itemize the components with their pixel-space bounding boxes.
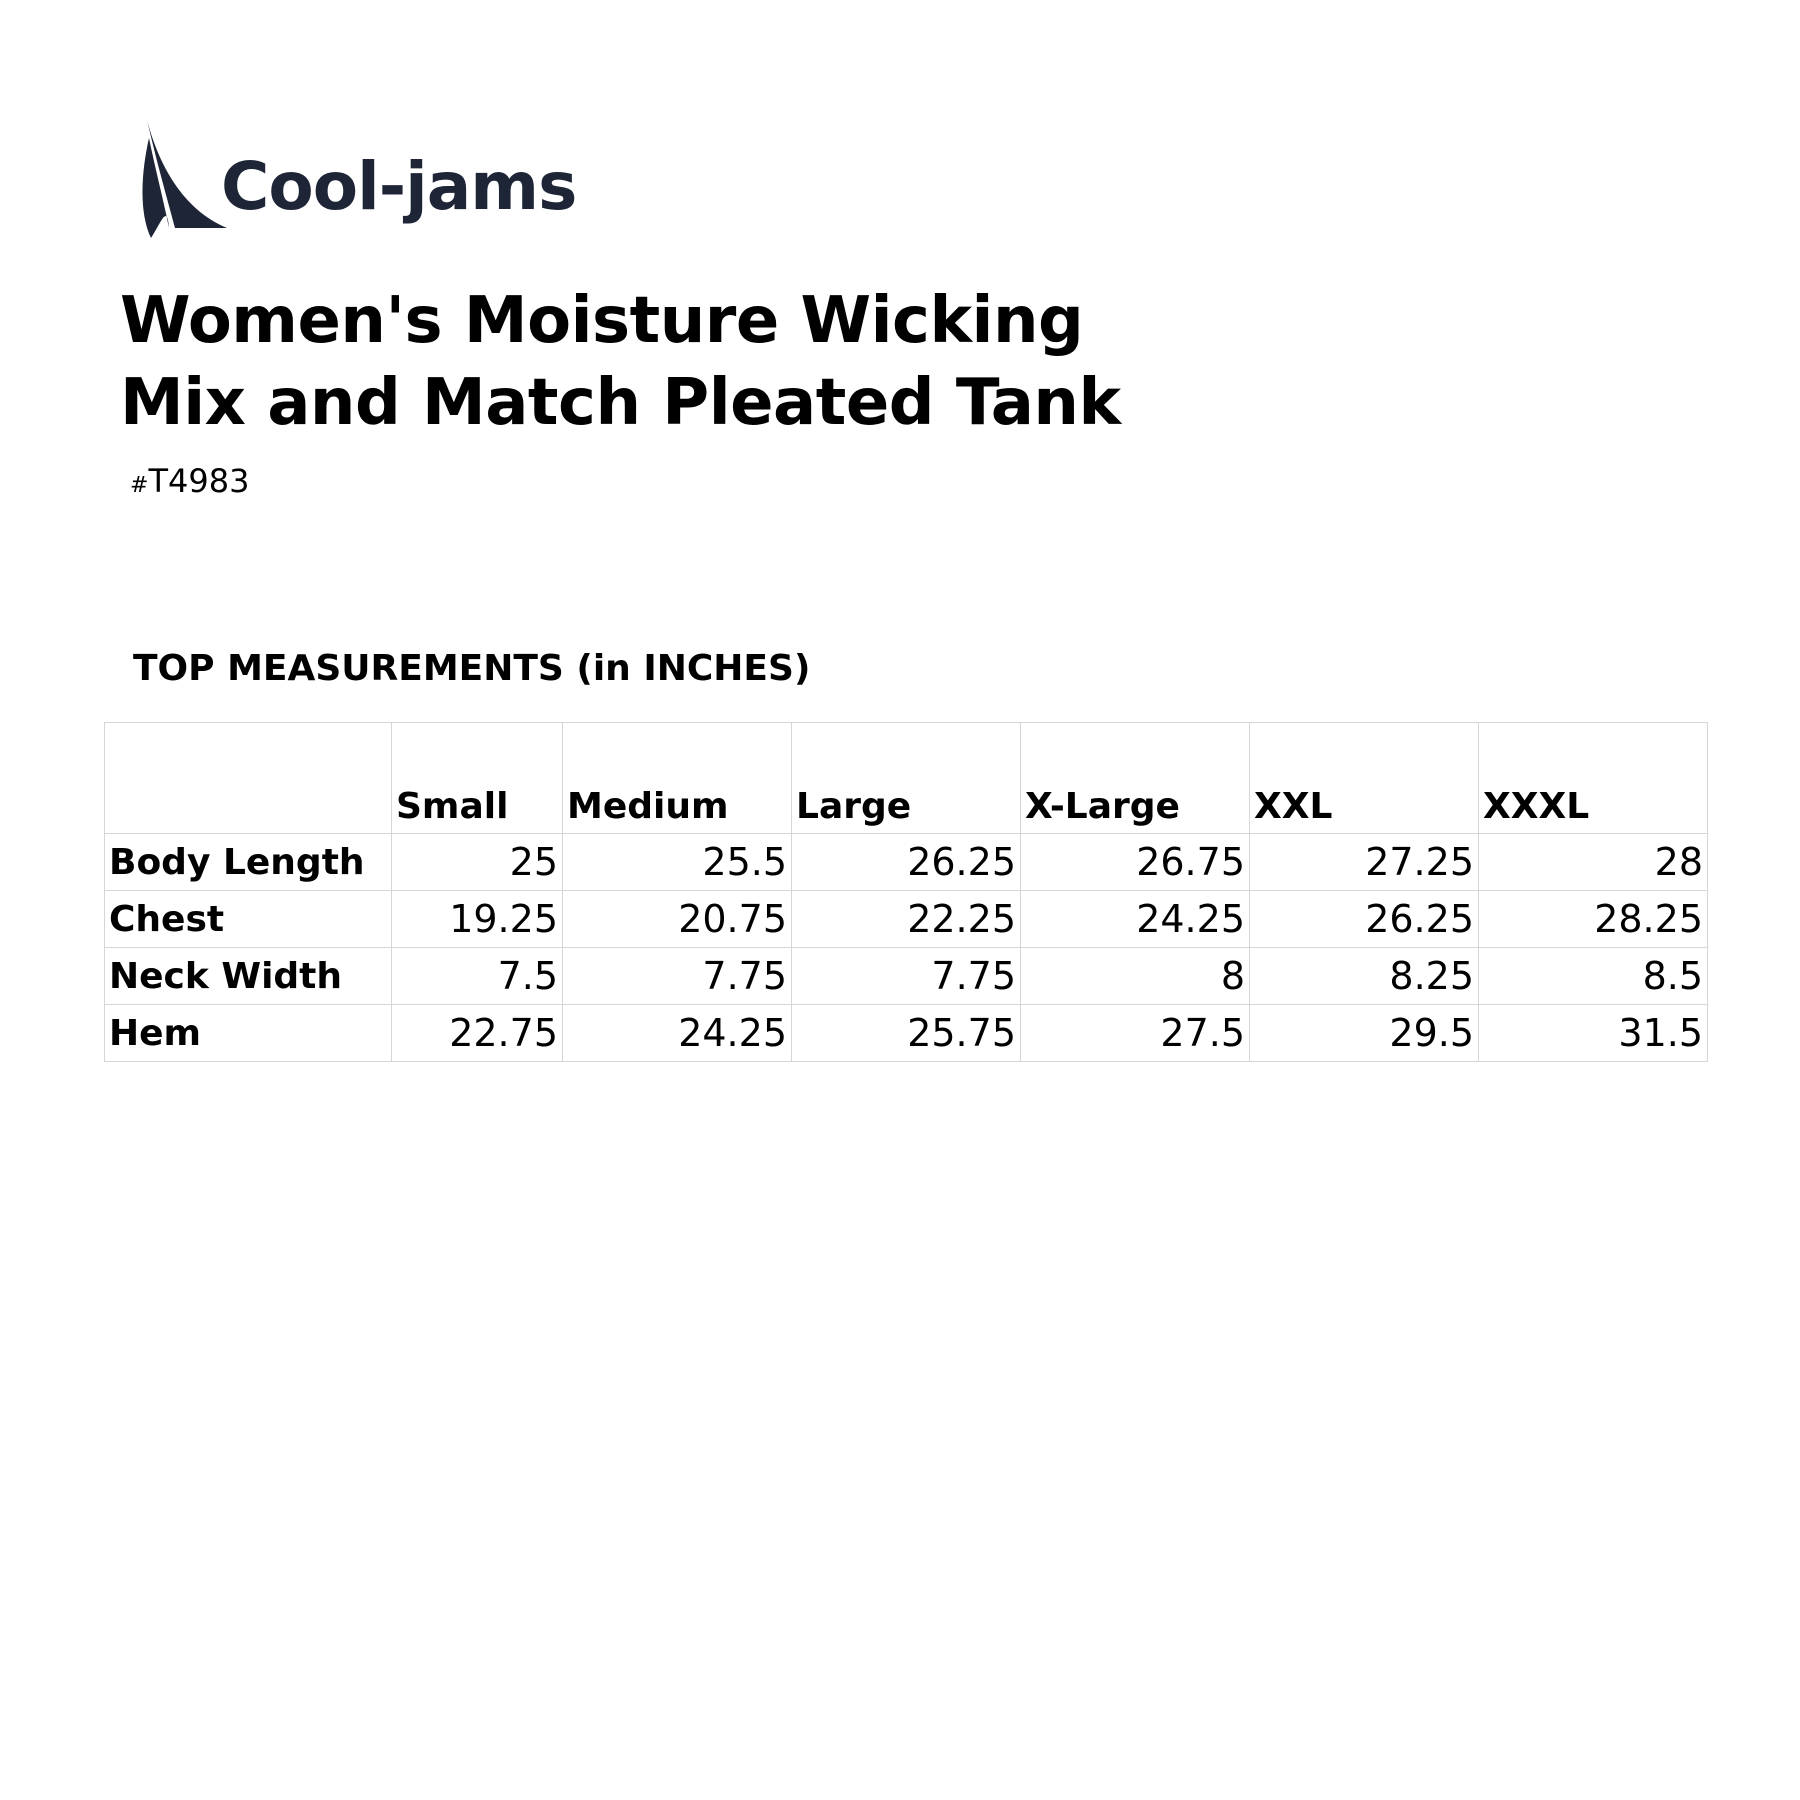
- table-cell: 26.75: [1021, 834, 1250, 891]
- sku-code: T4983: [148, 462, 250, 500]
- table-row-hem: [105, 1005, 1708, 1062]
- title-line-1: Women's Moisture Wicking: [120, 284, 1084, 358]
- table-cell: 31.5: [1479, 1005, 1708, 1062]
- table-cell: 22.75: [392, 1005, 563, 1062]
- table-cell: 27.5: [1021, 1005, 1250, 1062]
- row-label: Body Length: [105, 834, 392, 891]
- table-cell: 27.25: [1250, 834, 1479, 891]
- table-cell: 26.25: [1250, 891, 1479, 948]
- column-header-small: Small: [392, 723, 563, 834]
- measurements-heading: TOP MEASUREMENTS (in INCHES): [133, 648, 811, 689]
- column-header-large: Large: [792, 723, 1021, 834]
- size-chart-table: [104, 722, 1708, 1062]
- corner-cell: [105, 723, 392, 834]
- table-cell: 19.25: [392, 891, 563, 948]
- row-label: Neck Width: [105, 948, 392, 1005]
- table-row-chest: [105, 891, 1708, 948]
- table-cell: 8: [1021, 948, 1250, 1005]
- row-label: Chest: [105, 891, 392, 948]
- title-line-2: Mix and Match Pleated Tank: [120, 366, 1121, 440]
- table-cell: 28: [1479, 834, 1708, 891]
- brand-name: Cool-jams: [221, 148, 577, 225]
- product-sku: [130, 462, 249, 500]
- table-cell: 7.75: [563, 948, 792, 1005]
- table-cell: 24.25: [1021, 891, 1250, 948]
- table-cell: 25.5: [563, 834, 792, 891]
- sku-hash: #: [130, 473, 149, 498]
- page-title: [120, 280, 1121, 444]
- column-header-xxxl: XXXL: [1479, 723, 1708, 834]
- sail-icon: [137, 118, 227, 243]
- column-header-medium: Medium: [563, 723, 792, 834]
- table-row-body-length: [105, 834, 1708, 891]
- table-cell: 26.25: [792, 834, 1021, 891]
- brand-logo: [137, 118, 577, 243]
- table-cell: 22.25: [792, 891, 1021, 948]
- table-cell: 24.25: [563, 1005, 792, 1062]
- table-cell: 20.75: [563, 891, 792, 948]
- row-label: Hem: [105, 1005, 392, 1062]
- table-cell: 25.75: [792, 1005, 1021, 1062]
- table-cell: 7.5: [392, 948, 563, 1005]
- table-cell: 29.5: [1250, 1005, 1479, 1062]
- table-cell: 25: [392, 834, 563, 891]
- table-cell: 28.25: [1479, 891, 1708, 948]
- table-cell: 8.25: [1250, 948, 1479, 1005]
- column-header-xxl: XXL: [1250, 723, 1479, 834]
- table-cell: 7.75: [792, 948, 1021, 1005]
- table-header-row: [105, 723, 1708, 834]
- table-cell: 8.5: [1479, 948, 1708, 1005]
- column-header-x-large: X-Large: [1021, 723, 1250, 834]
- table-row-neck-width: [105, 948, 1708, 1005]
